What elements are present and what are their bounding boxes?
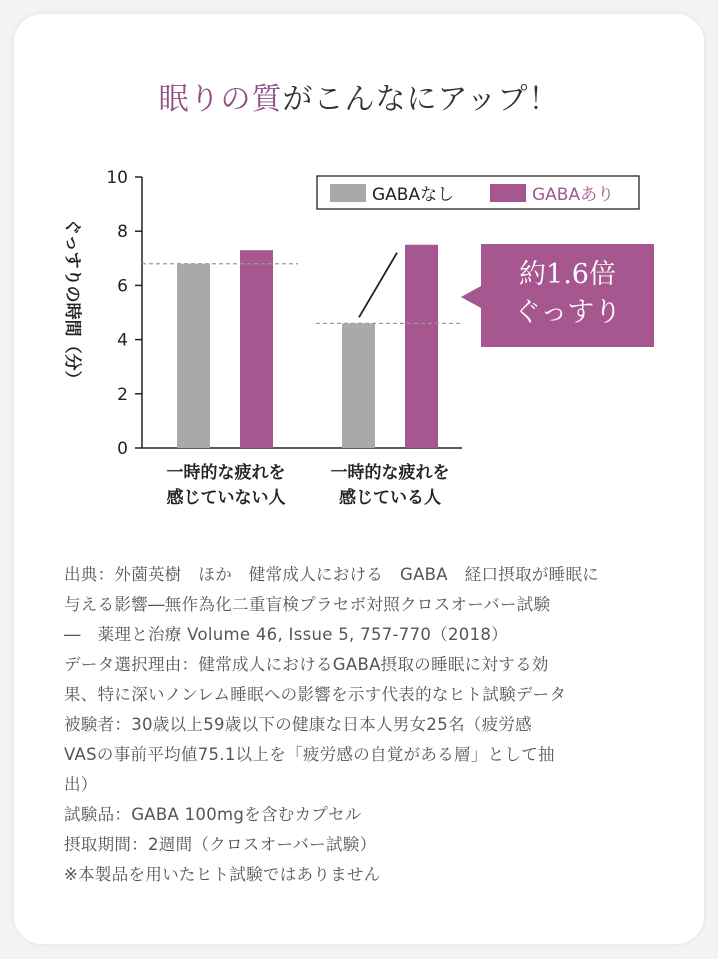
note-line: 与える影響―無作為化二重盲検プラセボ対照クロスオーバー試験	[64, 595, 551, 614]
callout-badge	[481, 244, 654, 347]
note-line: 出典：外薗英樹 ほか 健常成人における GABA 経口摂取が睡眠に	[64, 565, 600, 584]
callout-tail	[461, 286, 481, 308]
headline-rest: がこんなにアップ！	[282, 82, 560, 117]
y-tick-label: 10	[106, 168, 128, 188]
note-line: 被験者：30歳以上59歳以下の健康な日本人男女25名（疲労感	[64, 715, 532, 734]
y-tick-label: 4	[117, 330, 128, 351]
bar-with-gaba	[405, 245, 438, 448]
headline-accent: 眠りの質	[158, 82, 283, 117]
legend-swatch	[330, 184, 366, 202]
category-label-line: 一時的な疲れを	[166, 463, 286, 483]
note-line: データ選択理由：健常成人におけるGABA摂取の睡眠に対する効	[64, 655, 549, 674]
note-line: 摂取期間：2週間（クロスオーバー試験）	[64, 835, 377, 854]
category-label-line: 感じている人	[339, 488, 441, 508]
bar-without-gaba	[342, 323, 375, 448]
y-tick-label: 0	[117, 439, 128, 459]
note-line: VASの事前平均値75.1以上を「疲労感の自覚がある層」として抽	[64, 745, 555, 764]
category-label-line: 一時的な疲れを	[330, 463, 450, 483]
category-label-2	[290, 461, 490, 511]
legend-label: GABAあり	[532, 185, 615, 205]
callout-line2: ぐっすり	[513, 297, 622, 328]
category-label-line: 感じていない人	[166, 488, 286, 508]
y-tick-label: 8	[117, 222, 128, 243]
y-tick-label: 2	[117, 384, 128, 405]
note-line: 出）	[64, 775, 98, 794]
note-line: 試験品：GABA 100mgを含むカプセル	[64, 805, 362, 824]
y-tick-label: 6	[117, 276, 128, 297]
increase-indicator-line	[359, 253, 397, 318]
bar-without-gaba	[177, 264, 210, 448]
source-notes	[64, 560, 664, 890]
note-line: ― 薬理と治療 Volume 46, Issue 5, 757-770（2018）	[64, 625, 508, 644]
legend-swatch	[490, 184, 526, 202]
y-axis-label: ぐっすりの時間（分）	[62, 218, 82, 388]
callout-line1: 約1.6倍	[519, 259, 616, 290]
bar-with-gaba	[240, 250, 273, 448]
note-line: ※本製品を用いたヒト試験ではありません	[64, 865, 381, 884]
note-line: 果、特に深いノンレム睡眠への影響を示す代表的なヒト試験データ	[64, 685, 567, 704]
legend-label: GABAなし	[372, 185, 455, 205]
